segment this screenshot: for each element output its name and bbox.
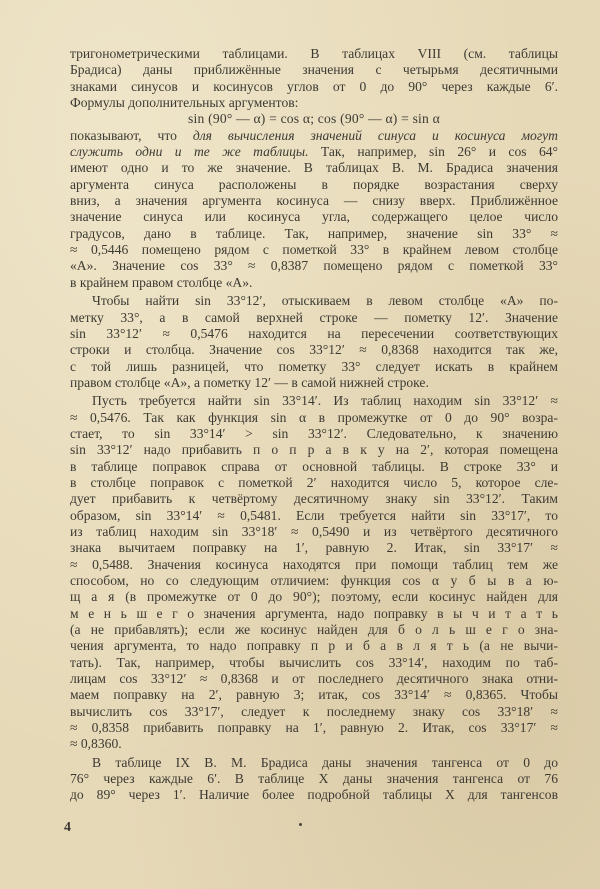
text-line: из таблиц находим sin 33°18′ ≈ 0,5490 и из четвёртого десятичного [70, 523, 558, 539]
text-line: Чтобы найти sin 33°12′, отыскиваем в левом столбце «А» по- [92, 293, 558, 309]
text-line: знака вычитаем поправку на 1′, равную 2. Итак, sin 33°17′ ≈ [70, 540, 558, 556]
text-line: ≈ 0,8360. [70, 736, 122, 752]
text-line: до 89° через 1′. Наличие более подробной таблицы X для тангенсов [70, 787, 558, 803]
text-line: щ а я (в промежутке от 0 до 90°); поэтому, если косинус найден для [70, 589, 558, 605]
text-line: «А». Значение cos 33° ≈ 0,8387 помещено рядом с пометкой 33° [70, 258, 558, 274]
page-number: 4 [64, 820, 71, 835]
text-span: показывают, что [70, 127, 193, 143]
text-line: маем поправку на 2′, равную 3; итак, cos 33°14′ ≈ 0,8365. Чтобы [70, 687, 558, 703]
formula-line: sin (90° — α) = cos α; cos (90° — α) = sin α [188, 111, 440, 127]
paragraph-4 [70, 393, 558, 753]
text-line: в таблице поправок справа от основной таблицы. В строке 33° и [70, 458, 558, 474]
text-line: метку 33°, а в самой верхней строке — пометку 12′. Значение [70, 309, 558, 325]
text-line: способом, но со следующим отличием: функция cos α у б ы в а ю- [70, 573, 558, 588]
text-line: дует прибавить к четвёртому десятичному знаку sin 33°12′. Таким [70, 491, 558, 507]
text-line: имеют одно и то же значение. В таблицах В. М. Брадиса значения [70, 160, 558, 176]
text-line [70, 144, 558, 160]
text-line: правом столбце «А», а пометку 12′ — в самой нижней строке. [70, 374, 429, 390]
text-line: Брадиса) даны приближённые значения с четырьмя десятичными [70, 62, 558, 78]
italic-emphasis: служить одни и те же таблицы. [70, 144, 309, 160]
text-line: стает, то sin 33°14′ > sin 33°12′. Следовательно, к значению [70, 425, 558, 441]
text-line: строки и столбца. Значение cos 33°12′ ≈ 0,8368 находится так же, [70, 342, 558, 358]
text-line: sin 33°12′ надо прибавить п о п р а в к у на 2′, которая помещена [70, 442, 558, 458]
italic-emphasis: для вычисления значений синуса и косинуса могут [192, 127, 558, 143]
text-line: образом, sin 33°14′ ≈ 0,5481. Если требуется найти sin 33°17′, то [70, 507, 558, 523]
text-line [70, 128, 558, 144]
text-line: в крайнем правом столбце «А». [70, 274, 253, 290]
printing-speck [299, 823, 302, 826]
text-span: Так, например, sin 26° и cos 64° [308, 144, 558, 160]
text-line: sin 33°12′ ≈ 0,5476 находится на пересечении соответствующих [70, 325, 558, 341]
page-body [70, 46, 558, 804]
paragraph-2 [70, 128, 558, 291]
text-line: ≈ 0,8358 прибавить поправку на 1′, равную 2. Итак, cos 33°17′ ≈ [70, 720, 558, 736]
text-line: с той лишь разницей, что пометку 33° следует искать в крайнем [70, 358, 558, 374]
text-line: знаками синусов и косинусов углов от 0 до 90° через каждые 6′. [70, 78, 558, 94]
text-line: Формулы дополнительных аргументов: [70, 95, 299, 111]
text-line: значение синуса или косинуса угла, содержащего целое число [70, 209, 558, 225]
text-line: чения аргумента, то надо поправку п р и б а в л я т ь (а не вычи- [70, 638, 558, 654]
paragraph-5 [70, 755, 558, 804]
formula-block [70, 111, 558, 127]
text-line: градусов, дано в таблице. Так, например, значение sin 33° ≈ [70, 225, 558, 241]
text-line: ≈ 0,5476. Так как функция sin α в промежутке от 0 до 90° возра- [70, 409, 558, 425]
text-line: вниз, а значения аргумента косинуса — снизу вверх. Приближённое [70, 193, 558, 209]
text-line: ≈ 0,5446 помещено рядом с пометкой 33° в крайнем левом столбце [70, 242, 558, 258]
text-line: м е н ь ш е г о значения аргумента, надо поправку в ы ч и т а т ь [70, 605, 558, 621]
paragraph-1 [70, 46, 558, 111]
paragraph-3 [70, 293, 558, 391]
text-line: аргумента синуса расположены в порядке возрастания сверху [70, 176, 558, 192]
text-line: вычислить cos 33°17′, следует к последнему знаку cos 33°18′ ≈ [70, 703, 558, 719]
text-line: лицам cos 33°12′ ≈ 0,8368 и от последнего десятичного знака отни- [70, 671, 558, 687]
text-line: В таблице IX В. М. Брадиса даны значения тангенса от 0 до [92, 754, 558, 770]
text-line: в столбце поправок с пометкой 2′ находится число 5, которое сле- [70, 474, 558, 490]
text-line: Пусть требуется найти sin 33°14′. Из таблиц находим sin 33°12′ ≈ [92, 393, 558, 409]
text-line: 76° через каждые 6′. В таблице X даны значения тангенса от 76 [70, 771, 558, 787]
text-line: (а не прибавлять); если же косинус найден для б о л ь ш е г о зна- [70, 622, 558, 638]
text-line: тригонометрическими таблицами. В таблицах VIII (см. таблицы [70, 46, 558, 61]
text-line: ≈ 0,5488. Значения косинуса находятся при помощи таблиц тем же [70, 556, 558, 572]
text-line: тать). Так, например, чтобы вычислить cos 33°14′, находим по таб- [70, 654, 558, 670]
